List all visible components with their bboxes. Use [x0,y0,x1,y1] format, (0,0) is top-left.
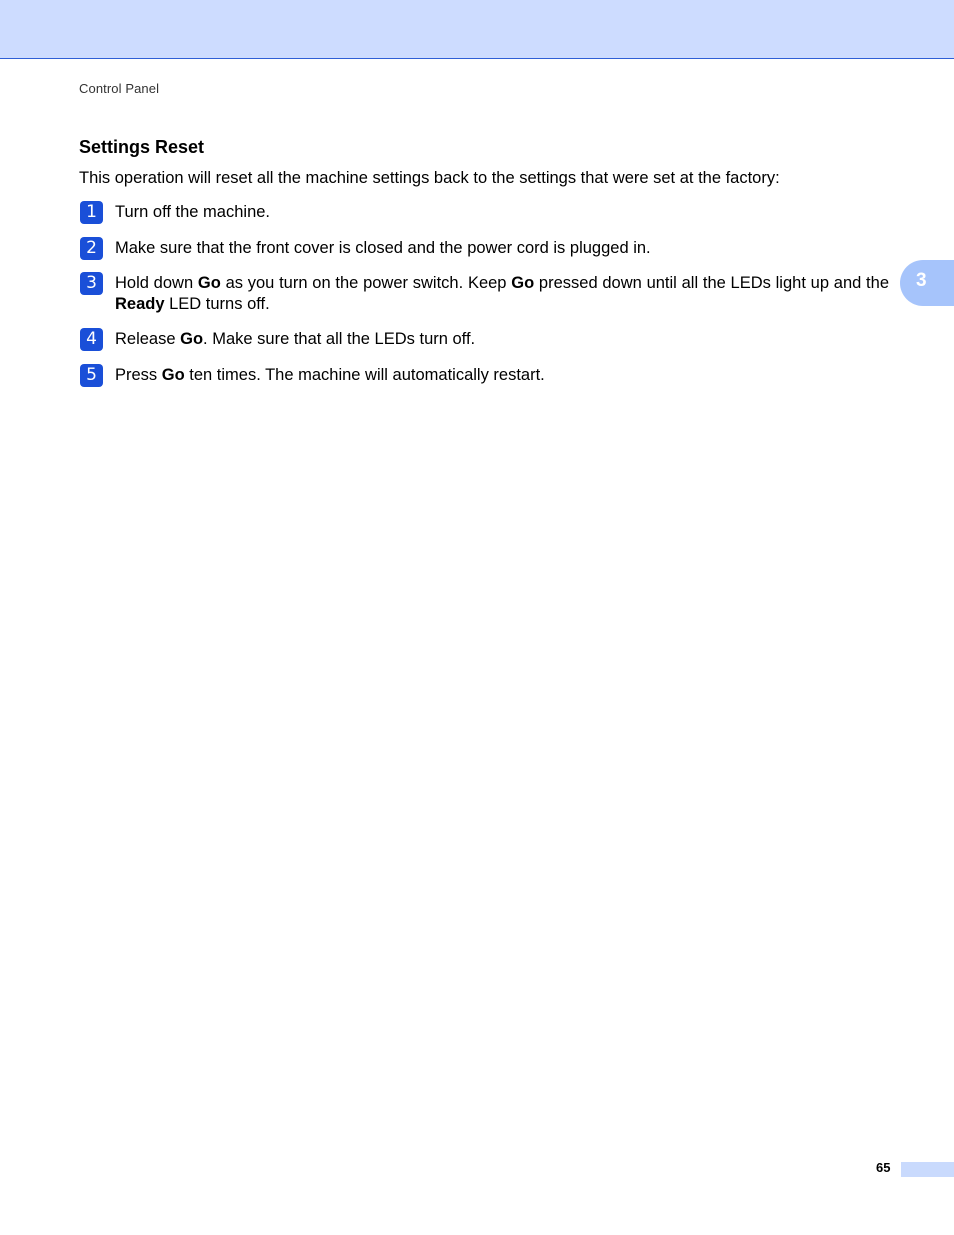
step-text-run: LED turns off. [164,295,270,313]
step-text [115,329,889,350]
bold-keyword: Ready [115,295,165,313]
step-text-run: as you turn on the power switch. Keep [220,274,512,292]
step-number-badge: 3 [80,272,103,295]
header-band [0,0,954,59]
section-title: Settings Reset [79,137,205,157]
step-number-badge: 5 [80,364,103,387]
step-number-badge: 1 [80,201,103,224]
page-number: 65 [876,1160,891,1175]
step-text-run: Press [115,366,162,384]
chapter-tab-number: 3 [916,270,927,291]
step-text [115,238,889,259]
bold-keyword: Go [197,274,221,292]
bold-keyword: Go [161,366,185,384]
step-text-run: Make sure that the front cover is closed and the power cord is plugged in. [115,239,651,257]
step-text-run: Turn off the machine. [115,203,271,221]
step-text [115,273,889,315]
step-number-badge: 2 [80,237,103,260]
running-header: Control Panel [79,81,160,96]
step-text-run: Release [115,330,181,348]
step-text [115,365,889,386]
chapter-tab [900,260,954,306]
step-text-run: . Make sure that all the LEDs turn off. [203,330,476,348]
step-number-badge: 4 [80,328,103,351]
step-text [115,202,889,223]
bold-keyword: Go [180,330,204,348]
section-intro: This operation will reset all the machine settings back to the settings that were set at the factory: [79,169,780,187]
step-text-run: Hold down [115,274,198,292]
step-text-run: ten times. The machine will automatically restart. [184,366,545,384]
step-text-run: pressed down until all the LEDs light up and the [534,274,889,292]
bold-keyword: Go [511,274,535,292]
footer-bar [901,1162,954,1177]
